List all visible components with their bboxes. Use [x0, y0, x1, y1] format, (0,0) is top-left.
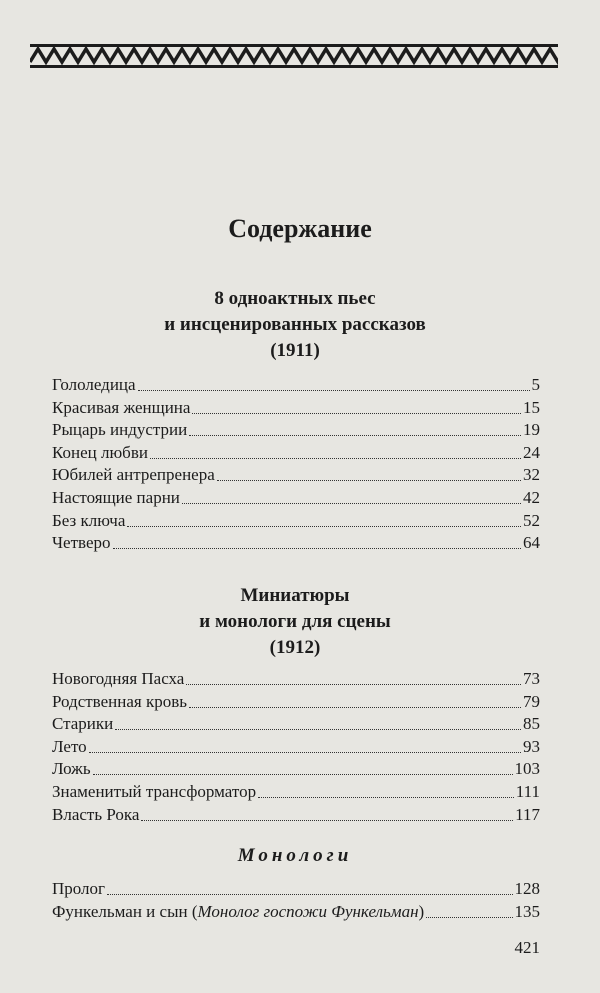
- contents-heading: Содержание: [228, 214, 372, 243]
- toc-entry-title: Функельман и сын (Монолог госпожи Функельман): [52, 901, 425, 921]
- section-title-line: (1912): [269, 637, 321, 658]
- toc-entry-page: 73: [523, 669, 540, 688]
- toc-entry-page: 103: [514, 759, 540, 779]
- dot-leader: [141, 804, 513, 821]
- toc-entry-title: Лето: [52, 736, 87, 756]
- toc-entry[interactable]: [52, 532, 540, 555]
- dot-leader: [258, 781, 514, 798]
- toc-entry-main-title: Функельман и сын: [52, 901, 188, 921]
- dot-leader: [138, 374, 530, 391]
- toc-entry[interactable]: [52, 487, 540, 510]
- toc-entry-page: 15: [523, 397, 540, 417]
- toc-entry[interactable]: [52, 713, 540, 736]
- toc-entry[interactable]: [52, 464, 540, 487]
- toc-list-miniatures: [52, 668, 540, 826]
- section-title-line: и инсценированных рассказов: [164, 314, 426, 335]
- dot-leader: [93, 758, 513, 775]
- toc-entry-title: Юбилей антрепренера: [52, 465, 215, 485]
- toc-entry[interactable]: [52, 374, 540, 397]
- dot-leader: [426, 901, 512, 918]
- toc-entry-title: Настоящие парни: [52, 487, 180, 507]
- toc-entry-page: 79: [523, 691, 540, 711]
- toc-entry-page: 24: [523, 442, 540, 462]
- toc-entry-page: 32: [523, 465, 540, 485]
- toc-entry-page: 85: [523, 714, 540, 734]
- dot-leader: [182, 487, 521, 504]
- toc-entry-title: Старики: [52, 714, 114, 734]
- section-title-line: (1911): [270, 340, 320, 361]
- toc-entry[interactable]: [52, 419, 540, 442]
- toc-entry-title: Без ключа: [52, 510, 126, 530]
- toc-entry-title: Знаменитый трансформатор: [52, 781, 257, 801]
- toc-entry-page: 117: [515, 804, 540, 824]
- toc-entry[interactable]: [52, 781, 540, 804]
- toc-entry-title: Пролог: [52, 879, 106, 898]
- toc-entry[interactable]: [52, 758, 540, 781]
- toc-entry[interactable]: [52, 804, 540, 827]
- dot-leader: [186, 668, 521, 685]
- page-number: 421: [514, 938, 540, 957]
- toc-entry-title: Четверо: [52, 533, 111, 553]
- toc-list-plays: [52, 374, 540, 555]
- toc-entry[interactable]: [52, 442, 540, 465]
- dot-leader: [189, 419, 521, 436]
- toc-entry-subtitle: Монолог госпожи Функельман: [197, 901, 419, 921]
- toc-entry-page: 52: [523, 510, 540, 530]
- dot-leader: [89, 736, 521, 753]
- section-title-line: Миниатюры: [240, 585, 350, 606]
- toc-entry-page: 5: [531, 375, 540, 394]
- section-title-line: 8 одноактных пьес: [214, 288, 376, 309]
- toc-entry-title: Власть Рока: [52, 804, 140, 824]
- section-title-line: и монологи для сцены: [199, 611, 391, 632]
- toc-entry[interactable]: [52, 510, 540, 533]
- dot-leader: [115, 713, 521, 730]
- monologues-heading: Монологи: [237, 845, 353, 866]
- toc-entry[interactable]: [52, 668, 540, 691]
- dot-leader: [113, 532, 522, 549]
- toc-entry[interactable]: [52, 901, 540, 924]
- section-title-2: [50, 583, 540, 661]
- toc-entry[interactable]: [52, 691, 540, 714]
- dot-leader: [150, 442, 521, 459]
- dot-leader: [127, 510, 521, 527]
- toc-entry[interactable]: [52, 736, 540, 759]
- section-title-1: [50, 286, 540, 364]
- toc-list-monologues: [52, 878, 540, 923]
- toc-entry-title: Ложь: [52, 759, 91, 779]
- dot-leader: [107, 878, 512, 895]
- toc-entry-title: Родственная кровь: [52, 691, 187, 711]
- toc-entry-page: 19: [523, 420, 540, 440]
- toc-entry[interactable]: [52, 878, 540, 901]
- decorative-border-ornament: [30, 42, 558, 70]
- dot-leader: [189, 691, 521, 708]
- toc-entry-page: 135: [514, 901, 540, 921]
- toc-entry-page: 111: [515, 781, 540, 801]
- toc-entry-page: 128: [514, 879, 540, 898]
- dot-leader: [217, 464, 521, 481]
- toc-entry-page: 42: [523, 487, 540, 507]
- toc-entry-title: Новогодняя Пасха: [52, 669, 185, 688]
- toc-entry-title: Рыцарь индустрии: [52, 420, 188, 440]
- toc-entry[interactable]: [52, 397, 540, 420]
- toc-entry-page: 64: [523, 533, 540, 553]
- toc-entry-title: Конец любви: [52, 442, 148, 462]
- toc-entry-title: Гололедица: [52, 375, 136, 394]
- dot-leader: [192, 397, 521, 414]
- toc-entry-page: 93: [523, 736, 540, 756]
- toc-entry-title: Красивая женщина: [52, 397, 191, 417]
